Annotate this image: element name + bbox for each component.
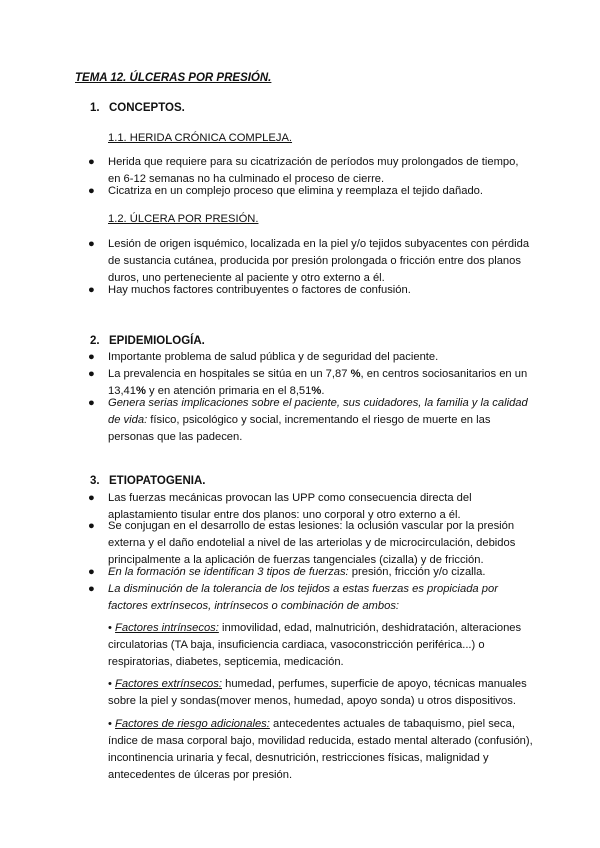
section-title: CONCEPTOS. bbox=[109, 102, 185, 114]
bullet-icon: ● bbox=[88, 566, 95, 578]
list-item-text bbox=[108, 564, 533, 581]
factor-label: Factores intrínsecos: bbox=[115, 622, 219, 634]
text-run: La prevalencia en hospitales se sitúa en un 7,87 bbox=[108, 368, 351, 380]
bullet-icon: ● bbox=[88, 583, 95, 595]
list-item bbox=[88, 395, 533, 446]
list-item bbox=[88, 518, 533, 569]
factor-paragraph-extrinsic bbox=[108, 676, 533, 710]
section-number: 1. bbox=[90, 102, 100, 114]
text-run: presión, fricción y/o cizalla. bbox=[348, 566, 486, 578]
subsection-1-1-heading: 1.1. HERIDA CRÓNICA COMPLEJA. bbox=[108, 132, 293, 144]
subsection-1-2-heading: 1.2. ÚLCERA POR PRESIÓN. bbox=[108, 213, 259, 225]
percent-sign: % bbox=[136, 385, 146, 397]
percent-sign: % bbox=[350, 368, 361, 380]
bullet-marker: • bbox=[108, 622, 116, 634]
list-item-text: Lesión de origen isquémico, localizada en la piel y/o tejidos subyacentes con pérdida de sustancia cutánea, producida por presión prolongada o fricción entre dos planos duros, uno perteneciente al paciente y otro externo a él. bbox=[108, 238, 530, 284]
emphasis-text: Genera serias implicaciones sobre el paciente, sus cuidadores, la familia y la calidad de vida: bbox=[108, 397, 528, 426]
list-item-text: Las fuerzas mecánicas provocan las UPP como consecuencia directa del aplastamiento tisular entre dos planos: uno corporal y otro externo a él. bbox=[108, 492, 472, 521]
list-item bbox=[88, 183, 533, 200]
bullet-icon: ● bbox=[88, 520, 95, 532]
text-run: . bbox=[321, 385, 325, 397]
section-2-heading bbox=[90, 333, 205, 350]
text-run: y en atención primaria en el 8,51 bbox=[145, 385, 312, 397]
bullet-marker: • bbox=[108, 718, 116, 730]
document-title: TEMA 12. ÚLCERAS POR PRESIÓN. bbox=[75, 72, 272, 84]
bullet-icon: ● bbox=[88, 368, 95, 380]
list-item-text: Herida que requiere para su cicatrización de períodos muy prolongados de tiempo, en 6-12 semanas no ha culminado el proceso de cierre. bbox=[108, 156, 519, 185]
factor-label: Factores extrínsecos: bbox=[115, 678, 222, 690]
bullet-icon: ● bbox=[88, 351, 95, 363]
text-run: físico, psicológico y social, incrementando el riesgo de muerte en las personas que las padecen. bbox=[108, 414, 491, 443]
section-number: 3. bbox=[90, 475, 100, 487]
factor-label: Factores de riesgo adicionales: bbox=[115, 718, 270, 730]
factor-text: humedad, perfumes, superficie de apoyo, técnicas manuales sobre la piel y sondas(mover menos, humedad, apoyo sonda) u otros dispositivos. bbox=[108, 678, 527, 707]
section-3-heading bbox=[90, 473, 205, 490]
bullet-icon: ● bbox=[88, 397, 95, 409]
factor-text: inmovilidad, edad, malnutrición, deshidratación, alteraciones circulatorias (TA baja, insuficiencia cardiaca, vasoconstricción periférica...) o respiratorias, diabetes, septicemia, medicación. bbox=[108, 622, 522, 668]
section-title: EPIDEMIOLOGÍA. bbox=[109, 335, 205, 347]
bullet-icon: ● bbox=[88, 238, 95, 250]
bullet-marker: • bbox=[108, 678, 116, 690]
factor-text: antecedentes actuales de tabaquismo, piel seca, índice de masa corporal bajo, movilidad reducida, estado mental alterado (confusión), incontinencia urinaria y fecal, desnutrición, restricciones físicas, malignidad y antecedentes de úlceras por presión. bbox=[108, 718, 533, 781]
list-item-text: Cicatriza en un complejo proceso que elimina y reemplaza el tejido dañado. bbox=[108, 185, 483, 197]
list-item-text: La disminución de la tolerancia de los tejidos a estas fuerzas es propiciada por factores extrínsecos, intrínsecos o combinación de ambos: bbox=[108, 583, 498, 612]
bullet-icon: ● bbox=[88, 492, 95, 504]
section-title: ETIOPATOGENIA. bbox=[109, 475, 206, 487]
list-item bbox=[88, 282, 533, 299]
factor-paragraph-intrinsic bbox=[108, 620, 533, 671]
list-item bbox=[88, 349, 533, 366]
emphasis-text: En la formación se identifican 3 tipos de fuerzas: bbox=[108, 566, 349, 578]
factor-paragraph-additional bbox=[108, 716, 533, 784]
list-item-text: Hay muchos factores contribuyentes o factores de confusión. bbox=[108, 284, 411, 296]
list-item bbox=[88, 236, 533, 287]
section-1-heading bbox=[90, 100, 185, 117]
percent-sign: % bbox=[311, 385, 322, 397]
bullet-icon: ● bbox=[88, 284, 95, 296]
list-item-text: Importante problema de salud pública y de seguridad del paciente. bbox=[108, 351, 439, 363]
text-run: , en centros sociosanitarios en un 13,41 bbox=[108, 368, 528, 397]
list-item bbox=[88, 581, 533, 615]
bullet-icon: ● bbox=[88, 185, 95, 197]
list-item-text bbox=[108, 395, 533, 446]
list-item-text: Se conjugan en el desarrollo de estas lesiones: la oclusión vascular por la presión externa y el daño endotelial a nivel de las arteriolas y de microcirculación, debidos principalmente a la aplicación de fuerzas tangenciales (cizalla) y de fricción. bbox=[108, 520, 516, 566]
section-number: 2. bbox=[90, 335, 100, 347]
list-item bbox=[88, 564, 533, 581]
bullet-icon: ● bbox=[88, 156, 95, 168]
